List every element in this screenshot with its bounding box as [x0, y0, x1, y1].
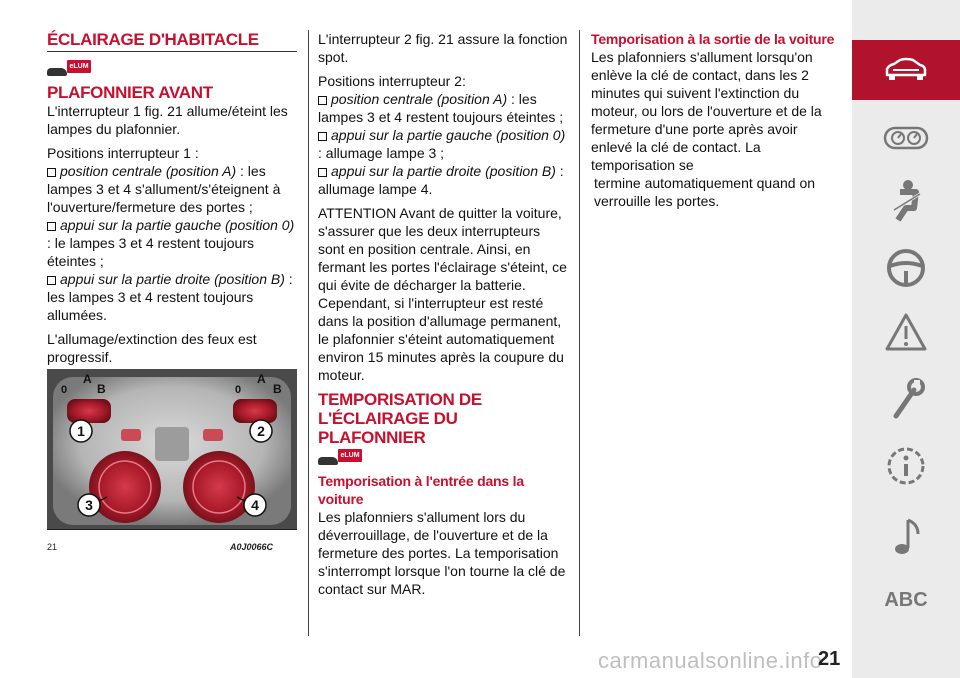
switch2-label-a: A — [257, 372, 266, 386]
column-2 — [318, 30, 568, 604]
callout-2: 2 — [257, 423, 265, 439]
paragraph-sortie-2: termine automatiquement quand on verrouille les portes. — [594, 175, 816, 209]
checkbox-icon — [47, 222, 56, 231]
subtitle-entree: Temporisation à l'entrée dans la voiture — [318, 473, 524, 507]
wrench-icon — [886, 378, 926, 422]
elum-badge-row — [47, 60, 297, 80]
callout-1: 1 — [77, 423, 85, 439]
chapter-sidebar — [852, 0, 960, 678]
section-title-eclairage: ÉCLAIRAGE D'HABITACLE — [47, 30, 297, 52]
elum-badge: eLUM — [338, 449, 362, 462]
positions-label: Positions interrupteur 1 : — [47, 145, 199, 161]
car-mini-icon — [47, 68, 67, 76]
bullet2-position-a: position centrale (position A) : les lampes 3 et 4 restent toujours éteintes ; — [318, 91, 564, 125]
paragraph-interrupteur-1: L'interrupteur 1 fig. 21 allume/éteint les lampes du plafonnier. — [47, 103, 288, 137]
sidebar-info-button[interactable] — [852, 436, 960, 496]
column-divider-1 — [308, 30, 309, 636]
column-3 — [591, 30, 839, 216]
warning-icon — [884, 312, 928, 352]
sidebar-maintenance-button[interactable] — [852, 370, 960, 430]
sidebar-index-button[interactable]: ABC — [884, 588, 928, 611]
bullet-position-b: appui sur la partie droite (position B) : les lampes 3 et 4 restent toujours allumées. — [47, 271, 293, 323]
car-icon — [883, 57, 929, 83]
checkbox-icon — [47, 168, 56, 177]
info-icon — [884, 444, 928, 488]
watermark: carmanualsonline.info — [598, 648, 823, 673]
paragraph-interrupteur-2: L'interrupteur 2 fig. 21 assure la fonction spot. — [318, 31, 568, 65]
paragraph-entree: Les plafonniers s'allument lors du déverrouillage, de l'ouverture et de la fermeture des portes. La temporisation s'interrompt lorsque l'on tourne la clé de contact sur MAR. — [318, 509, 566, 597]
section-title-temporisation: TEMPORISATION DE L'ÉCLAIRAGE DU PLAFONNIER — [318, 390, 482, 447]
sidebar-multimedia-button[interactable] — [852, 506, 960, 566]
elum-badge: eLUM — [67, 60, 91, 73]
switch1-label-a: A — [83, 372, 92, 386]
figure-21 — [47, 369, 297, 537]
checkbox-icon — [47, 276, 56, 285]
paragraph-attention: ATTENTION Avant de quitter la voiture, s'assurer que les deux interrupteurs sont en position centrale. Ainsi, en fermant les portes l'éclairage s'éteint, ce qui évite de décharger la batterie. Cependant, si l'interrupteur est resté dans la position d'allumage permanent, le plafonnier s'éteint automatiquement environ 15 minutes après la coupure du moteur. — [318, 205, 567, 383]
paragraph-sortie-1: Les plafonniers s'allument lorsqu'on enlève la clé de contact, dans les 2 minutes qui suivent l'extinction du moteur, ou lors de l'ouverture et de la fermeture d'une porte après avoir enlevé la clé de contact. La temporisation se — [591, 49, 822, 173]
ceiling-light-illustration — [47, 369, 297, 529]
sidebar-dashboard-button[interactable] — [852, 108, 960, 168]
page-number: 21 — [818, 648, 841, 670]
ceiling-light-photo — [47, 369, 297, 530]
sidebar-steering-button[interactable] — [852, 238, 960, 298]
switch2-label-b: B — [273, 382, 282, 396]
steering-wheel-icon — [885, 247, 927, 289]
subtitle-sortie: Temporisation à la sortie de la voiture — [591, 31, 835, 47]
column-1 — [47, 30, 297, 372]
car-mini-icon — [318, 457, 338, 465]
switch1-label-0: 0 — [61, 384, 68, 396]
switch1-label-b: B — [97, 382, 106, 396]
positions-label-2: Positions interrupteur 2: — [318, 73, 466, 89]
subtitle-plafonnier-avant: PLAFONNIER AVANT — [47, 83, 213, 102]
figure-code: A0J0066C — [230, 542, 274, 552]
checkbox-icon — [318, 168, 327, 177]
dashboard-icon — [883, 126, 929, 150]
checkbox-icon — [318, 132, 327, 141]
callout-4: 4 — [251, 497, 259, 513]
bullet-position-a: position centrale (position A) : les lampes 3 et 4 s'allument/s'éteignent à l'ouverture/fermeture des portes ; — [47, 163, 281, 215]
sidebar-safety-button[interactable] — [852, 170, 960, 230]
music-icon — [888, 514, 924, 558]
elum-badge-row-2 — [318, 449, 568, 469]
switch2-label-0: 0 — [235, 384, 242, 396]
column-divider-2 — [579, 30, 580, 636]
paragraph-progressif: L'allumage/extinction des feux est progressif. — [47, 331, 257, 365]
callout-3: 3 — [85, 497, 93, 513]
bullet2-position-0: appui sur la partie gauche (position 0) : allumage lampe 3 ; — [318, 127, 566, 161]
checkbox-icon — [318, 96, 327, 105]
bullet2-position-b: appui sur la partie droite (position B) : allumage lampe 4. — [318, 163, 564, 197]
figure-caption — [47, 542, 297, 552]
figure-number: 21 — [47, 542, 58, 552]
bullet-position-0: appui sur la partie gauche (position 0) : le lampes 3 et 4 restent toujours éteintes ; — [47, 217, 295, 269]
sidebar-car-button[interactable] — [852, 40, 960, 100]
sidebar-warning-button[interactable] — [852, 302, 960, 362]
seatbelt-icon — [886, 178, 926, 222]
